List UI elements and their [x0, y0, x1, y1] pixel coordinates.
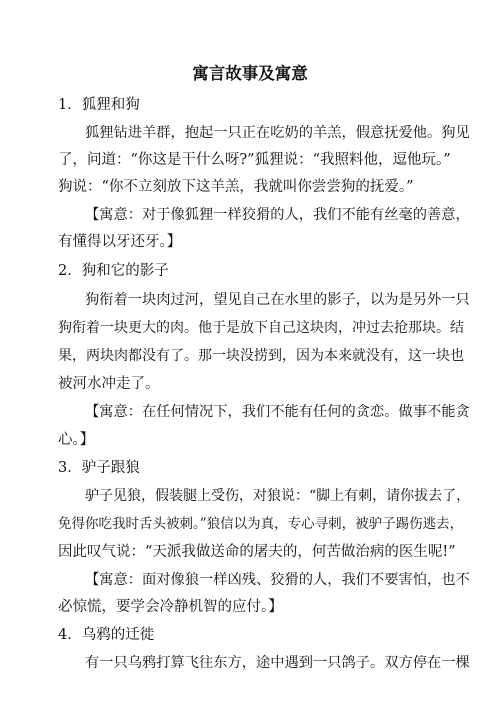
moral-line: 必惊慌，要学会冷静机智的应付。】 [58, 599, 283, 615]
story-paragraph-line: 免得你吃我时舌头被刺。”狼信以为真，专心寻刺，被驴子踢伤逃去， [58, 516, 464, 532]
moral-line: 【寓意：在任何情况下，我们不能有任何的贪恋。做事不能贪 [85, 404, 470, 420]
story-paragraph-line: 狗说：“你不立刻放下这羊羔，我就叫你尝尝狗的抚爱。” [58, 179, 414, 195]
moral-line: 有懂得以牙还牙。】 [58, 234, 182, 250]
story-paragraph-line: 了，问道：“你这是干什么呀?”狐狸说：“我照料他，逗他玩。” [58, 152, 451, 168]
story-paragraph-line: 驴子见狼，假装腿上受伤，对狼说：“脚上有刺，请你拔去了， [85, 488, 471, 504]
story-paragraph-line: 狗衔着一块更大的肉。他于是放下自己这块肉，冲过去抢那块。结 [58, 320, 464, 336]
story-paragraph-line: 有一只乌鸦打算飞往东方，途中遇到一只鸽子。双方停在一棵 [85, 655, 470, 671]
moral-line: 【寓意：对于像狐狸一样狡猾的人，我们不能有丝毫的善意， [85, 207, 470, 223]
story-paragraph-line: 狗衔着一块肉过河，望见自己在水里的影子，以为是另外一只 [85, 292, 470, 308]
story-heading: 4．乌鸦的迁徙 [58, 627, 155, 643]
story-heading: 3．驴子跟狼 [58, 460, 140, 476]
moral-line: 【寓意：面对像狼一样凶残、狡猾的人，我们不要害怕，也不 [85, 572, 470, 588]
moral-line: 心。】 [58, 432, 95, 448]
story-heading: 1．狐狸和狗 [58, 97, 140, 113]
story-paragraph-line: 果，两块肉都没有了。那一块没捞到，因为本来就没有，这一块也 [58, 348, 464, 364]
document-title: 寓言故事及寓意 [192, 64, 308, 83]
story-paragraph-line: 狐狸钻进羊群，抱起一只正在吃奶的羊羔，假意抚爱他。狗见 [85, 125, 470, 141]
story-heading: 2．狗和它的影子 [58, 263, 169, 279]
story-paragraph-line: 因此叹气说：“天派我做送命的屠夫的，何苦做治病的医生呢!” [58, 544, 456, 560]
story-paragraph-line: 被河水冲走了。 [58, 376, 160, 392]
